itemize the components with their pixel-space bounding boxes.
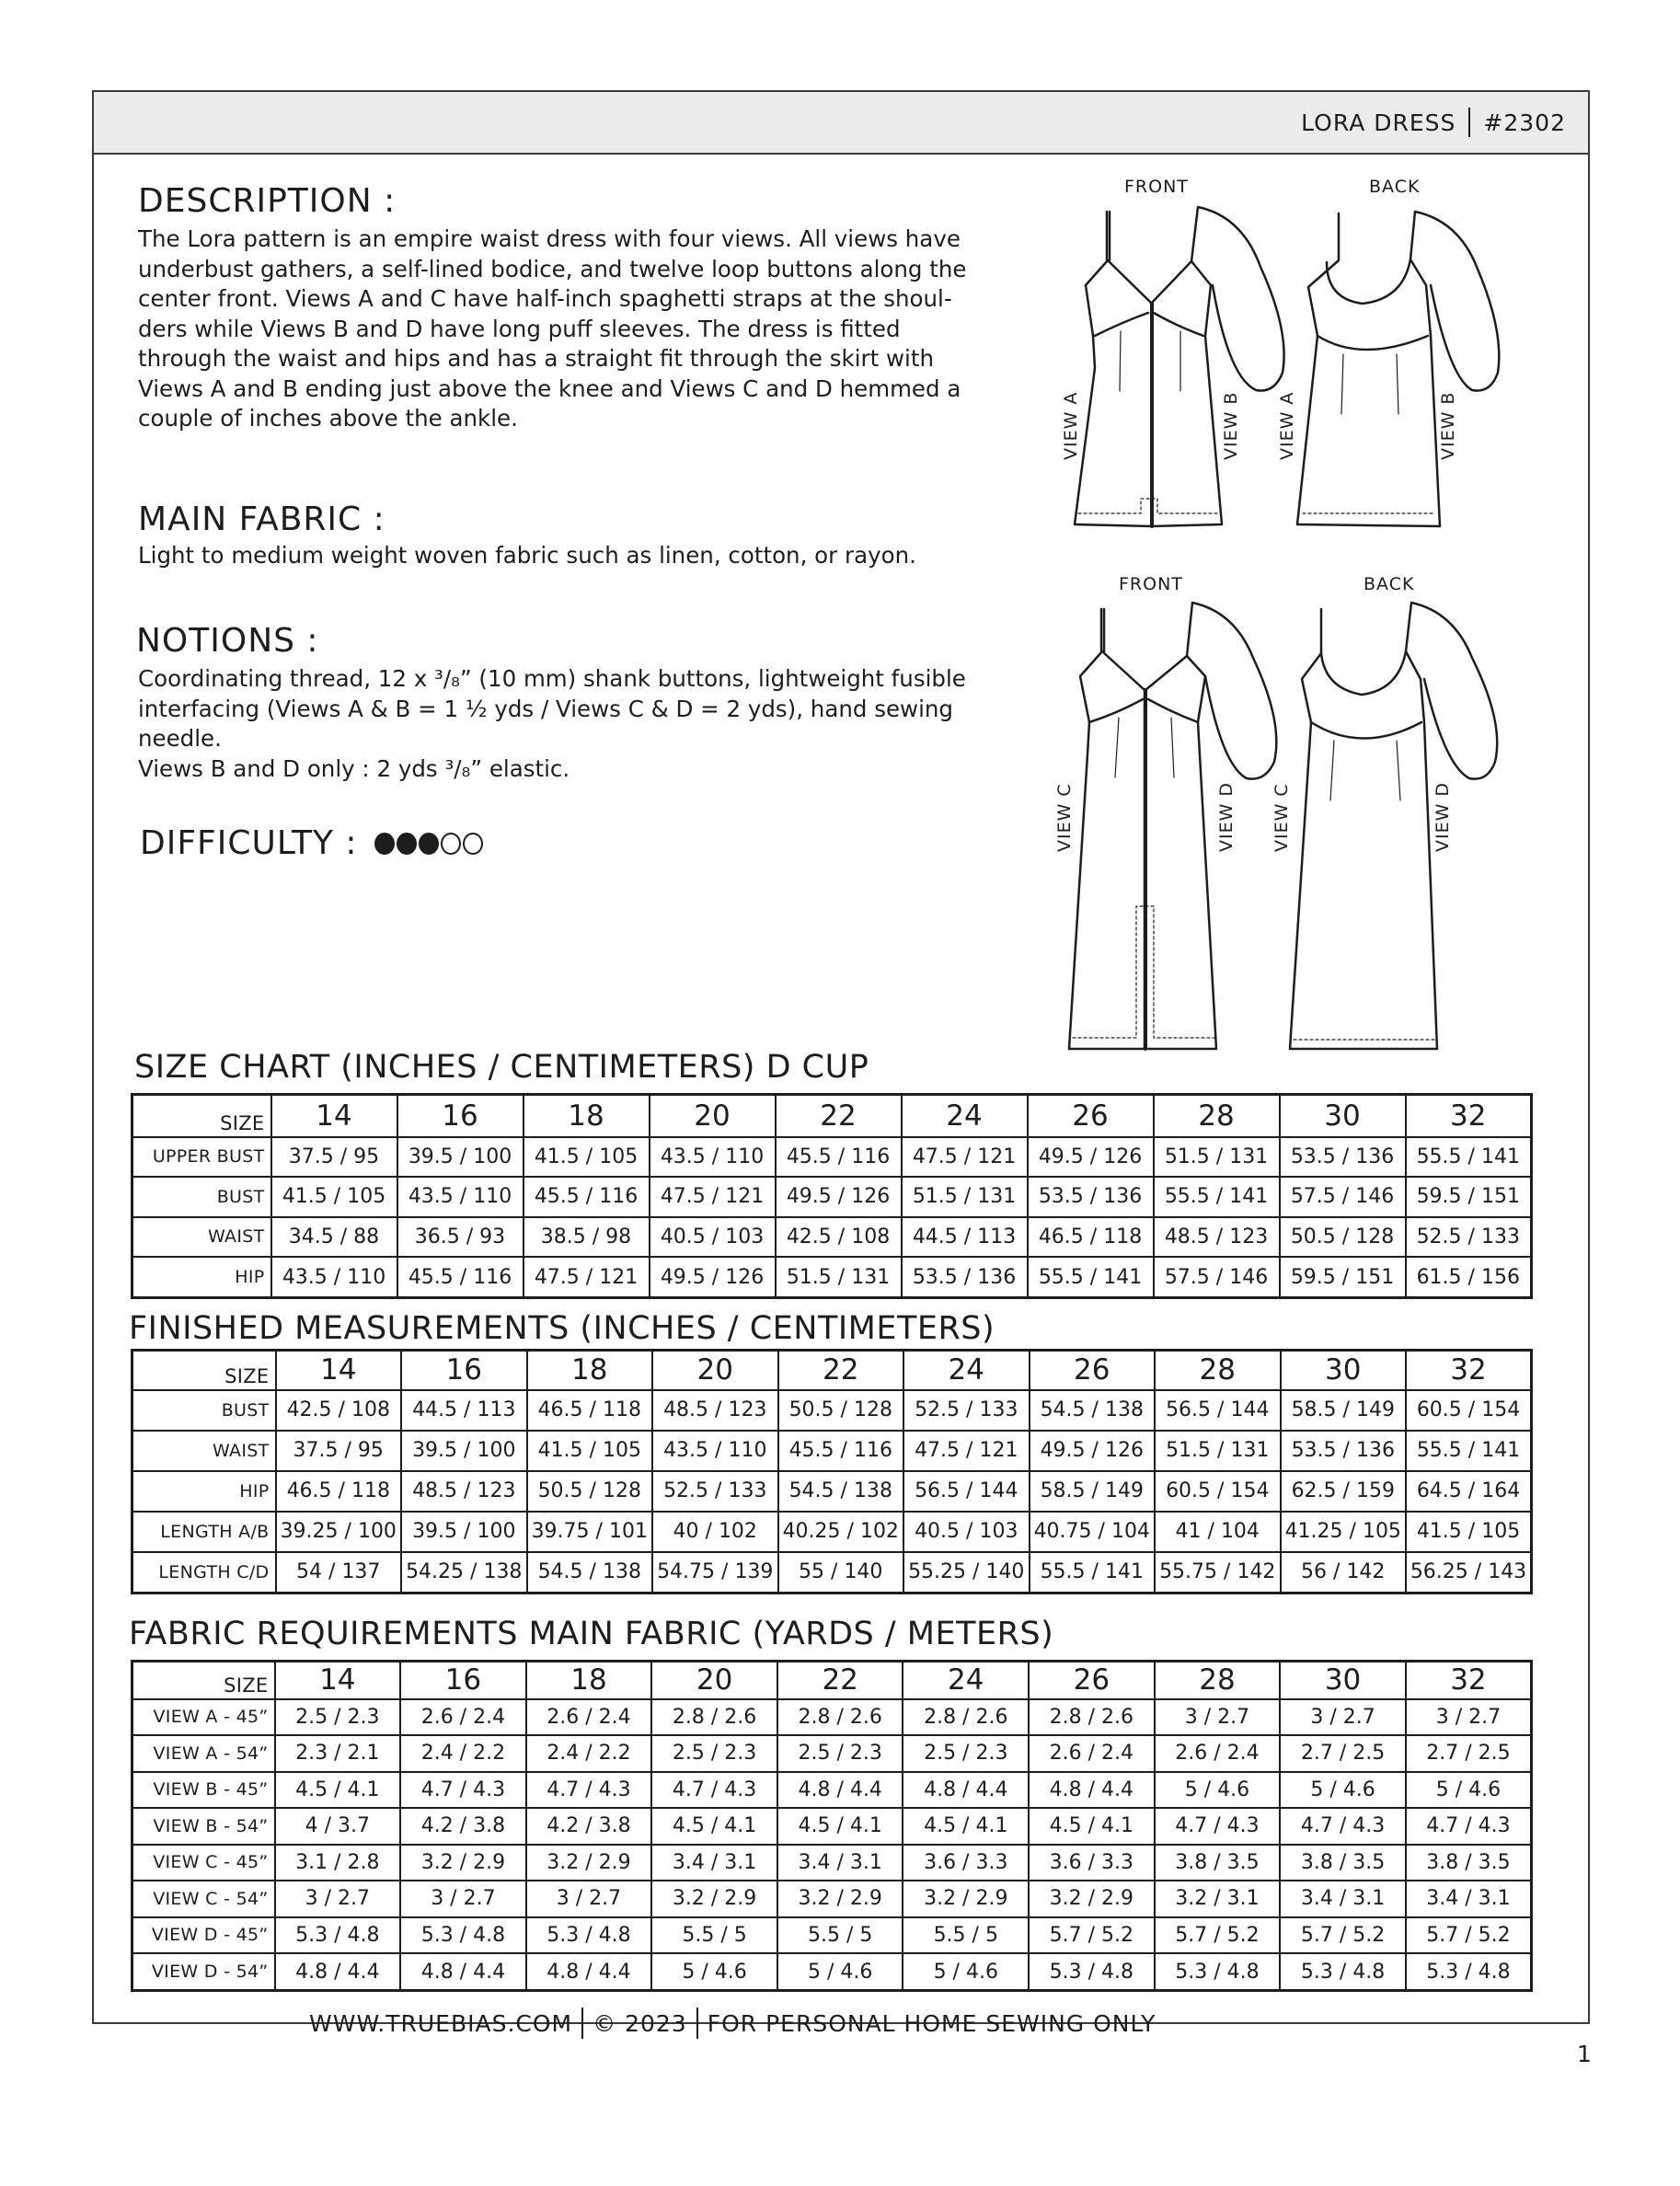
footer-divider — [581, 2008, 583, 2039]
cell: 56.25 / 143 — [1406, 1552, 1532, 1593]
cell: 4.8 / 4.4 — [777, 1772, 903, 1809]
front-label-top: FRONT — [1124, 177, 1189, 197]
cell: 3.2 / 2.9 — [1029, 1881, 1155, 1917]
cell: 59.5 / 151 — [1406, 1177, 1532, 1217]
size-chart-header-row — [132, 1095, 1532, 1137]
website-link[interactable]: WWW.TRUEBIAS.COM — [309, 2009, 573, 2037]
cell: 56 / 142 — [1281, 1552, 1407, 1593]
cell: 53.5 / 136 — [1281, 1431, 1407, 1471]
cell: 42.5 / 108 — [776, 1217, 902, 1258]
cell: 48.5 / 123 — [401, 1471, 527, 1512]
size-header: 30 — [1281, 1351, 1407, 1390]
size-header: 20 — [650, 1095, 776, 1137]
cell: 4.2 / 3.8 — [400, 1808, 526, 1845]
cell: 60.5 / 154 — [1155, 1471, 1281, 1512]
size-header: 30 — [1280, 1095, 1406, 1137]
empty-dot-icon — [463, 833, 483, 855]
size-header: 20 — [651, 1662, 777, 1699]
cell: 3.4 / 3.1 — [1406, 1881, 1532, 1917]
size-header: 24 — [903, 1351, 1030, 1390]
row-label: VIEW A - 45” — [132, 1699, 275, 1736]
cell: 4.5 / 4.1 — [1029, 1808, 1155, 1845]
cell: 54.5 / 138 — [1030, 1390, 1156, 1431]
cell: 5.7 / 5.2 — [1029, 1917, 1155, 1954]
table-row — [132, 1390, 1532, 1431]
cell: 40.25 / 102 — [778, 1512, 904, 1552]
size-header: 24 — [902, 1095, 1028, 1137]
cell: 5 / 4.6 — [1280, 1772, 1406, 1809]
cell: 2.5 / 2.3 — [777, 1735, 903, 1772]
cell: 2.8 / 2.6 — [1029, 1699, 1155, 1736]
cell: 41.5 / 105 — [524, 1137, 650, 1178]
cell: 42.5 / 108 — [276, 1390, 402, 1431]
cell: 37.5 / 95 — [276, 1431, 402, 1471]
cell: 2.6 / 2.4 — [1155, 1735, 1281, 1772]
notions-line: needle. — [138, 725, 222, 752]
cell: 54.5 / 138 — [778, 1471, 904, 1512]
size-header: 26 — [1030, 1351, 1156, 1390]
size-header: 20 — [652, 1351, 778, 1390]
cell: 3.8 / 3.5 — [1406, 1845, 1532, 1881]
cell: 49.5 / 126 — [776, 1177, 902, 1217]
cell: 53.5 / 136 — [1280, 1137, 1406, 1178]
row-label: BUST — [132, 1390, 276, 1431]
cell: 5.7 / 5.2 — [1280, 1917, 1406, 1954]
size-header: 28 — [1155, 1351, 1281, 1390]
header-band — [94, 92, 1588, 155]
cell: 4.8 / 4.4 — [526, 1953, 652, 1990]
cell: 53.5 / 136 — [902, 1257, 1028, 1297]
view-a-label-front: VIEW A — [1061, 391, 1081, 460]
cell: 4.7 / 4.3 — [400, 1772, 526, 1809]
size-header: 30 — [1280, 1662, 1406, 1699]
cell: 50.5 / 128 — [1280, 1217, 1406, 1258]
cell: 2.6 / 2.4 — [1029, 1735, 1155, 1772]
row-label: WAIST — [132, 1217, 271, 1258]
cell: 44.5 / 113 — [401, 1390, 527, 1431]
cell: 54.5 / 138 — [527, 1552, 653, 1593]
description-line: The Lora pattern is an empire waist dress with four views. All views have — [138, 225, 961, 252]
fabric-requirements-title: FABRIC REQUIREMENTS MAIN FABRIC (YARDS / METERS) — [129, 1616, 1054, 1652]
cell: 47.5 / 121 — [903, 1431, 1030, 1471]
cell: 5.3 / 4.8 — [400, 1917, 526, 1954]
table-row — [132, 1137, 1532, 1178]
cell: 46.5 / 118 — [1028, 1217, 1154, 1258]
cell: 5.5 / 5 — [651, 1917, 777, 1954]
cell: 5.3 / 4.8 — [1155, 1953, 1281, 1990]
description-line: ders while Views B and D have long puff sleeves. The dress is fitted — [138, 315, 901, 342]
size-header: 26 — [1029, 1662, 1155, 1699]
cell: 52.5 / 133 — [652, 1471, 778, 1512]
cell: 41 / 104 — [1155, 1512, 1281, 1552]
notions-line: Views B and D only : 2 yds ³/₈” elastic. — [138, 754, 570, 782]
cell: 2.5 / 2.3 — [275, 1699, 401, 1736]
row-label: LENGTH A/B — [132, 1512, 276, 1552]
cell: 57.5 / 146 — [1154, 1257, 1280, 1297]
main-fabric-text: Light to medium weight woven fabric such as linen, cotton, or rayon. — [138, 542, 916, 569]
cell: 4.5 / 4.1 — [651, 1808, 777, 1845]
row-label: VIEW C - 54” — [132, 1881, 275, 1917]
cell: 2.4 / 2.2 — [526, 1735, 652, 1772]
description-text — [138, 224, 1021, 434]
cell: 5.7 / 5.2 — [1406, 1917, 1532, 1954]
cell: 40.5 / 103 — [650, 1217, 776, 1258]
size-header: 32 — [1406, 1662, 1532, 1699]
cell: 50.5 / 128 — [778, 1390, 904, 1431]
back-label-top: BACK — [1369, 177, 1421, 197]
cell: 54.25 / 138 — [401, 1552, 527, 1593]
cell: 2.7 / 2.5 — [1406, 1735, 1532, 1772]
description-line: underbust gathers, a self-lined bodice, and twelve loop buttons along the — [138, 255, 967, 282]
back-label-bottom: BACK — [1364, 574, 1415, 594]
cell: 49.5 / 126 — [1028, 1137, 1154, 1178]
cell: 5.3 / 4.8 — [1029, 1953, 1155, 1990]
cell: 4.7 / 4.3 — [1155, 1808, 1281, 1845]
size-header: 18 — [524, 1095, 650, 1137]
notions-heading: NOTIONS : — [136, 622, 319, 660]
size-header: 16 — [400, 1662, 526, 1699]
cell: 50.5 / 128 — [527, 1471, 653, 1512]
cell: 4.7 / 4.3 — [526, 1772, 652, 1809]
description-line: center front. Views A and C have half-inch spaghetti straps at the shoul- — [138, 285, 952, 312]
cell: 64.5 / 164 — [1406, 1471, 1532, 1512]
cell: 3.1 / 2.8 — [275, 1845, 401, 1881]
cell: 48.5 / 123 — [1154, 1217, 1280, 1258]
size-header: 26 — [1028, 1095, 1154, 1137]
description-heading: DESCRIPTION : — [138, 182, 397, 220]
size-header: 18 — [527, 1351, 653, 1390]
size-header: 14 — [276, 1351, 402, 1390]
front-label-bottom: FRONT — [1119, 574, 1183, 594]
notions-line: interfacing (Views A & B = 1 ½ yds / Views C & D = 2 yds), hand sewing — [138, 695, 953, 722]
cell: 4.7 / 4.3 — [1280, 1808, 1406, 1845]
cell: 38.5 / 98 — [524, 1217, 650, 1258]
cell: 2.5 / 2.3 — [903, 1735, 1029, 1772]
cell: 2.7 / 2.5 — [1280, 1735, 1406, 1772]
cell: 52.5 / 133 — [903, 1390, 1030, 1431]
cell: 3.2 / 2.9 — [400, 1845, 526, 1881]
filled-dot-icon — [397, 833, 417, 855]
cell: 5 / 4.6 — [1155, 1772, 1281, 1809]
cell: 4.7 / 4.3 — [651, 1772, 777, 1809]
view-c-label-back: VIEW C — [1272, 783, 1292, 852]
row-label: VIEW C - 45” — [132, 1845, 275, 1881]
table-row — [132, 1917, 1532, 1954]
cell: 62.5 / 159 — [1281, 1471, 1407, 1512]
table-row — [132, 1808, 1532, 1845]
cell: 41.25 / 105 — [1281, 1512, 1407, 1552]
cell: 55.25 / 140 — [903, 1552, 1030, 1593]
size-header: 32 — [1406, 1095, 1532, 1137]
cell: 3.2 / 2.9 — [777, 1881, 903, 1917]
cell: 57.5 / 146 — [1280, 1177, 1406, 1217]
table-row — [132, 1217, 1532, 1258]
row-label: HIP — [132, 1471, 276, 1512]
view-b-label-front: VIEW B — [1221, 391, 1241, 460]
cell: 43.5 / 110 — [271, 1257, 397, 1297]
size-header: 14 — [275, 1662, 401, 1699]
size-header: 32 — [1406, 1351, 1532, 1390]
pattern-number: #2302 — [1483, 109, 1566, 136]
size-header: 24 — [903, 1662, 1029, 1699]
size-chart-table — [131, 1093, 1533, 1299]
empty-dot-icon — [441, 833, 461, 855]
cell: 5.5 / 5 — [903, 1917, 1029, 1954]
cell: 2.8 / 2.6 — [777, 1699, 903, 1736]
table-row — [132, 1552, 1532, 1593]
footer-divider — [696, 2008, 698, 2039]
cell: 40.75 / 104 — [1030, 1512, 1156, 1552]
size-header: 28 — [1154, 1095, 1280, 1137]
cell: 55.5 / 141 — [1030, 1552, 1156, 1593]
row-label: VIEW A - 54” — [132, 1735, 275, 1772]
table-row — [132, 1953, 1532, 1990]
size-header: 14 — [271, 1095, 397, 1137]
row-label: VIEW B - 45” — [132, 1772, 275, 1809]
size-header: 22 — [776, 1095, 902, 1137]
cell: 51.5 / 131 — [902, 1177, 1028, 1217]
cell: 3.4 / 3.1 — [777, 1845, 903, 1881]
cell: 3.2 / 2.9 — [903, 1881, 1029, 1917]
description-line: Views A and B ending just above the knee and Views C and D hemmed a — [138, 374, 961, 402]
cell: 51.5 / 131 — [1154, 1137, 1280, 1178]
table-row — [132, 1512, 1532, 1552]
row-label: LENGTH C/D — [132, 1552, 276, 1593]
cell: 61.5 / 156 — [1406, 1257, 1532, 1297]
size-label: SIZE — [132, 1662, 275, 1699]
cell: 3.2 / 2.9 — [651, 1881, 777, 1917]
cell: 39.75 / 101 — [527, 1512, 653, 1552]
cell: 5.3 / 4.8 — [1406, 1953, 1532, 1990]
size-chart-title: SIZE CHART (INCHES / CENTIMETERS) D CUP — [134, 1049, 869, 1086]
cell: 48.5 / 123 — [652, 1390, 778, 1431]
finished-measurements-title: FINISHED MEASUREMENTS (INCHES / CENTIMETERS) — [129, 1310, 995, 1347]
cell: 3.8 / 3.5 — [1280, 1845, 1406, 1881]
cell: 55.5 / 141 — [1406, 1431, 1532, 1471]
size-header: 16 — [397, 1095, 524, 1137]
cell: 46.5 / 118 — [527, 1390, 653, 1431]
row-label: VIEW D - 45” — [132, 1917, 275, 1954]
cell: 4 / 3.7 — [275, 1808, 401, 1845]
cell: 36.5 / 93 — [397, 1217, 524, 1258]
size-header: 22 — [777, 1662, 903, 1699]
main-fabric-heading: MAIN FABRIC : — [138, 500, 385, 538]
cell: 43.5 / 110 — [652, 1431, 778, 1471]
cell: 39.5 / 100 — [401, 1512, 527, 1552]
cell: 3 / 2.7 — [275, 1881, 401, 1917]
cell: 47.5 / 121 — [650, 1177, 776, 1217]
row-label: HIP — [132, 1257, 271, 1297]
cell: 5.7 / 5.2 — [1155, 1917, 1281, 1954]
cell: 3.6 / 3.3 — [903, 1845, 1029, 1881]
cell: 3 / 2.7 — [1280, 1699, 1406, 1736]
pattern-title — [1301, 108, 1566, 137]
view-c-label-front: VIEW C — [1054, 783, 1075, 852]
cell: 45.5 / 116 — [778, 1431, 904, 1471]
cell: 5.5 / 5 — [777, 1917, 903, 1954]
cell: 49.5 / 126 — [1030, 1431, 1156, 1471]
table-row — [132, 1177, 1532, 1217]
dress-front-view-cd-illustration — [1030, 607, 1582, 1067]
cell: 4.5 / 4.1 — [903, 1808, 1029, 1845]
table-row — [132, 1431, 1532, 1471]
cell: 54.75 / 139 — [652, 1552, 778, 1593]
size-label: SIZE — [132, 1351, 276, 1390]
table-row — [132, 1699, 1532, 1736]
cell: 45.5 / 116 — [776, 1137, 902, 1178]
finished-measurements-table — [131, 1349, 1533, 1594]
size-header: 16 — [401, 1351, 527, 1390]
cell: 3 / 2.7 — [400, 1881, 526, 1917]
table-row — [132, 1471, 1532, 1512]
pattern-name: LORA DRESS — [1301, 109, 1456, 136]
cell: 2.3 / 2.1 — [275, 1735, 401, 1772]
cell: 45.5 / 116 — [524, 1177, 650, 1217]
cell: 5 / 4.6 — [777, 1953, 903, 1990]
cell: 5.3 / 4.8 — [526, 1917, 652, 1954]
cell: 3.8 / 3.5 — [1155, 1845, 1281, 1881]
cell: 45.5 / 116 — [397, 1257, 524, 1297]
row-label: WAIST — [132, 1431, 276, 1471]
difficulty-rating — [140, 824, 483, 862]
cell: 2.5 / 2.3 — [651, 1735, 777, 1772]
cell: 41.5 / 105 — [271, 1177, 397, 1217]
cell: 3.2 / 2.9 — [526, 1845, 652, 1881]
cell: 43.5 / 110 — [397, 1177, 524, 1217]
table-row — [132, 1735, 1532, 1772]
cell: 47.5 / 121 — [524, 1257, 650, 1297]
fabric-requirements-table — [131, 1660, 1533, 1992]
difficulty-label: DIFFICULTY : — [140, 824, 358, 862]
cell: 49.5 / 126 — [650, 1257, 776, 1297]
cell: 55.5 / 141 — [1406, 1137, 1532, 1178]
cell: 43.5 / 110 — [650, 1137, 776, 1178]
cell: 5.3 / 4.8 — [1280, 1953, 1406, 1990]
cell: 2.6 / 2.4 — [526, 1699, 652, 1736]
title-divider — [1468, 108, 1470, 137]
table-row — [132, 1257, 1532, 1297]
cell: 58.5 / 149 — [1281, 1390, 1407, 1431]
cell: 55 / 140 — [778, 1552, 904, 1593]
cell: 51.5 / 131 — [776, 1257, 902, 1297]
table-row — [132, 1845, 1532, 1881]
cell: 55.5 / 141 — [1028, 1257, 1154, 1297]
cell: 41.5 / 105 — [1406, 1512, 1532, 1552]
cell: 4.8 / 4.4 — [275, 1953, 401, 1990]
cell: 34.5 / 88 — [271, 1217, 397, 1258]
row-label: VIEW D - 54” — [132, 1953, 275, 1990]
copyright: © 2023 — [593, 2009, 687, 2037]
notions-line: Coordinating thread, 12 x ³/₈” (10 mm) shank buttons, lightweight fusible — [138, 665, 966, 692]
cell: 40.5 / 103 — [903, 1512, 1030, 1552]
cell: 5.3 / 4.8 — [275, 1917, 401, 1954]
fabric-header-row — [132, 1662, 1532, 1699]
cell: 51.5 / 131 — [1155, 1431, 1281, 1471]
cell: 5 / 4.6 — [651, 1953, 777, 1990]
cell: 3 / 2.7 — [1155, 1699, 1281, 1736]
cell: 54 / 137 — [276, 1552, 402, 1593]
cell: 40 / 102 — [652, 1512, 778, 1552]
cell: 4.8 / 4.4 — [400, 1953, 526, 1990]
cell: 2.6 / 2.4 — [400, 1699, 526, 1736]
cell: 39.25 / 100 — [276, 1512, 402, 1552]
notions-text — [138, 664, 1030, 784]
cell: 4.7 / 4.3 — [1406, 1808, 1532, 1845]
cell: 4.5 / 4.1 — [275, 1772, 401, 1809]
cell: 52.5 / 133 — [1406, 1217, 1532, 1258]
description-line: couple of inches above the ankle. — [138, 405, 518, 431]
cell: 39.5 / 100 — [397, 1137, 524, 1178]
cell: 60.5 / 154 — [1406, 1390, 1532, 1431]
table-row — [132, 1881, 1532, 1917]
usage-notice: FOR PERSONAL HOME SEWING ONLY — [707, 2009, 1156, 2037]
view-d-label-back: VIEW D — [1433, 781, 1453, 852]
cell: 39.5 / 100 — [401, 1431, 527, 1471]
cell: 58.5 / 149 — [1030, 1471, 1156, 1512]
row-label: VIEW B - 54” — [132, 1808, 275, 1845]
cell: 4.8 / 4.4 — [903, 1772, 1029, 1809]
cell: 56.5 / 144 — [903, 1471, 1030, 1512]
cell: 59.5 / 151 — [1280, 1257, 1406, 1297]
table-row — [132, 1772, 1532, 1809]
cell: 3.6 / 3.3 — [1029, 1845, 1155, 1881]
difficulty-dots — [374, 833, 483, 855]
cell: 2.4 / 2.2 — [400, 1735, 526, 1772]
cell: 3.4 / 3.1 — [1280, 1881, 1406, 1917]
cell: 3.4 / 3.1 — [651, 1845, 777, 1881]
page-number: 1 — [1577, 2041, 1592, 2067]
cell: 47.5 / 121 — [902, 1137, 1028, 1178]
cell: 37.5 / 95 — [271, 1137, 397, 1178]
size-label: SIZE — [132, 1095, 271, 1137]
cell: 55.5 / 141 — [1154, 1177, 1280, 1217]
cell: 55.75 / 142 — [1155, 1552, 1281, 1593]
cell: 5 / 4.6 — [903, 1953, 1029, 1990]
cell: 3 / 2.7 — [1406, 1699, 1532, 1736]
filled-dot-icon — [374, 833, 395, 855]
cell: 3 / 2.7 — [526, 1881, 652, 1917]
row-label: UPPER BUST — [132, 1137, 271, 1178]
cell: 41.5 / 105 — [527, 1431, 653, 1471]
cell: 56.5 / 144 — [1155, 1390, 1281, 1431]
view-d-label-front: VIEW D — [1216, 781, 1237, 852]
view-a-label-back: VIEW A — [1277, 391, 1297, 460]
row-label: BUST — [132, 1177, 271, 1217]
cell: 4.8 / 4.4 — [1029, 1772, 1155, 1809]
size-header: 22 — [778, 1351, 904, 1390]
cell: 44.5 / 113 — [902, 1217, 1028, 1258]
cell: 3.2 / 3.1 — [1155, 1881, 1281, 1917]
dress-front-view-ab-illustration — [1030, 166, 1582, 570]
cell: 5 / 4.6 — [1406, 1772, 1532, 1809]
cell: 2.8 / 2.6 — [903, 1699, 1029, 1736]
finished-header-row — [132, 1351, 1532, 1390]
filled-dot-icon — [419, 833, 439, 855]
cell: 4.5 / 4.1 — [777, 1808, 903, 1845]
description-line: through the waist and hips and has a straight fit through the skirt with — [138, 345, 934, 372]
cell: 2.8 / 2.6 — [651, 1699, 777, 1736]
size-header: 18 — [526, 1662, 652, 1699]
size-header: 28 — [1155, 1662, 1281, 1699]
cell: 53.5 / 136 — [1028, 1177, 1154, 1217]
view-b-label-back: VIEW B — [1438, 391, 1458, 460]
cell: 4.2 / 3.8 — [526, 1808, 652, 1845]
footer — [309, 2008, 1156, 2039]
cell: 46.5 / 118 — [276, 1471, 402, 1512]
